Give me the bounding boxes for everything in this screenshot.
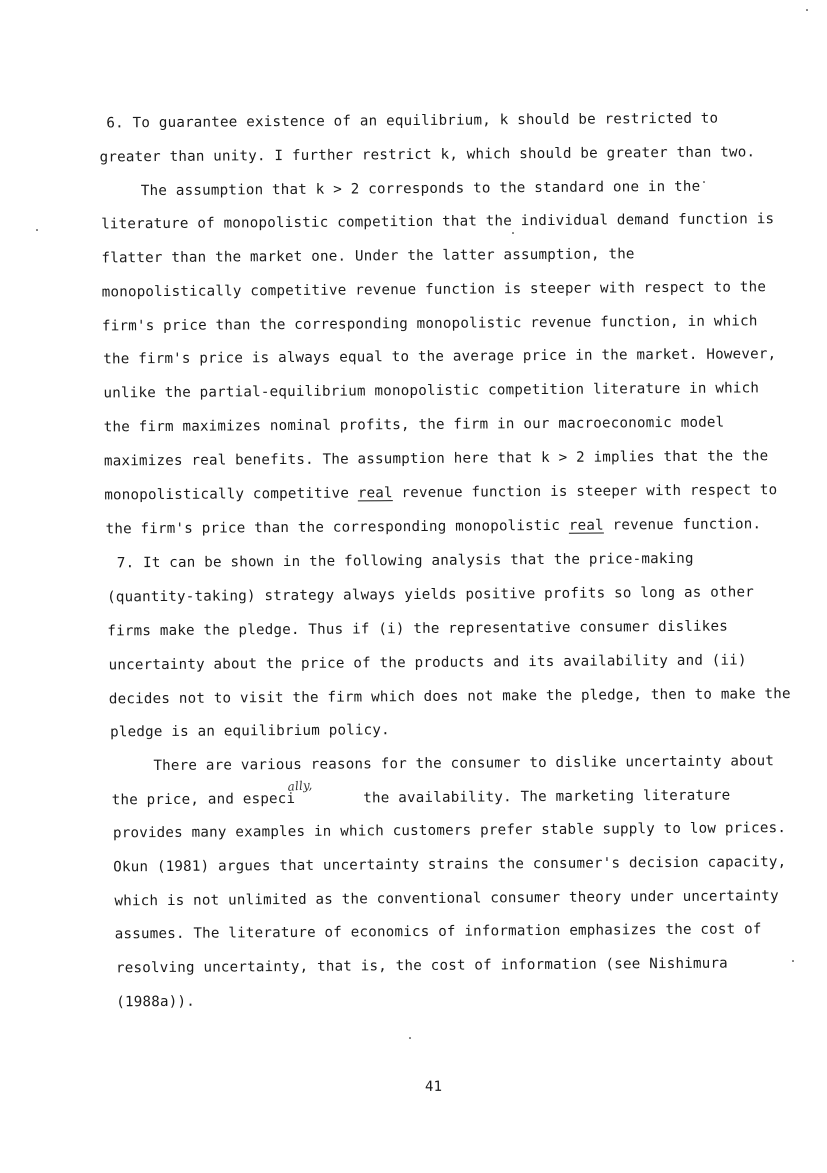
note-7-line-8-end: the availability. The marketing literature xyxy=(363,787,731,807)
note-6-line-7: firm's price than the corresponding monopolistic revenue function, in which xyxy=(101,313,758,335)
scan-speck xyxy=(36,229,38,231)
scan-speck xyxy=(703,181,705,183)
note-6-line-6: monopolistically competitive revenue function is steeper with respect to the xyxy=(101,279,767,301)
note-6-line-13 xyxy=(105,515,761,538)
note-7-line-4: uncertainty about the price of the products and its availability and (ii) xyxy=(108,652,747,674)
note-7-line-1: 7. It can be shown in the following analysis that the price-making xyxy=(116,550,694,572)
note-6-line-12-end: revenue function is steeper with respect to xyxy=(392,482,778,502)
note-7-line-13: resolving uncertainty, that is, the cost of information (see Nishimura xyxy=(115,955,728,977)
note-7-line-5: decides not to visit the firm which does not make the pledge, then to make the xyxy=(108,686,791,708)
note-6-line-9: unlike the partial-equilibrium monopolistic competition literature in which xyxy=(103,380,760,402)
note-7-line-8-start: the price, and especi xyxy=(111,790,296,809)
note-6-line-3: The assumption that k > 2 corresponds to the standard one in the xyxy=(140,178,701,200)
note-6-line-8: the firm's price is always equal to the average price in the market. However, xyxy=(103,346,777,368)
note-7-line-3: firms make the pledge. Thus if (i) the representative consumer dislikes xyxy=(107,618,729,640)
note-6-line-13-end: revenue function. xyxy=(603,516,762,534)
note-7-line-12: assumes. The literature of economics of information emphasizes the cost of xyxy=(114,921,762,943)
underlined-real-2: real xyxy=(568,517,604,534)
scan-speck xyxy=(512,232,514,234)
note-7-line-11: which is not unlimited as the conventional consumer theory under uncertainty xyxy=(114,888,779,910)
note-7-line-6: pledge is an equilibrium policy. xyxy=(110,722,390,741)
note-7-line-8 xyxy=(112,787,731,810)
handwritten-insertion: ally, xyxy=(287,777,313,794)
note-6-line-11: maximizes real benefits. The assumption here that k > 2 implies that the the xyxy=(103,448,769,470)
note-6-line-10: the firm maximizes nominal profits, the firm in our macroeconomic model xyxy=(103,414,725,436)
note-6-line-12-start: monopolistically competitive xyxy=(104,485,358,504)
note-6-line-13-start: the firm's price than the corresponding monopolistic xyxy=(105,517,569,538)
note-6-line-5: flatter than the market one. Under the latter assumption, the xyxy=(101,246,635,267)
scan-speck xyxy=(806,9,808,11)
note-6-line-4: literature of monopolistic competition that the individual demand function is xyxy=(101,211,775,233)
note-7-line-9: provides many examples in which customers prefer stable supply to low prices. xyxy=(112,820,787,842)
note-7-line-2: (quantity-taking) strategy always yields positive profits so long as other xyxy=(107,584,755,606)
note-7-line-14: (1988a)). xyxy=(116,993,196,1011)
note-7-line-10: Okun (1981) argues that uncertainty strains the consumer's decision capacity, xyxy=(113,854,787,876)
note-6-line-12 xyxy=(104,481,777,504)
scan-speck xyxy=(409,1037,411,1039)
note-6-line-1: 6. To guarantee existence of an equilibrium, k should be restricted to xyxy=(106,110,719,132)
underlined-real-1: real xyxy=(357,485,393,502)
page-number: 41 xyxy=(424,1078,443,1095)
scan-speck xyxy=(792,960,794,962)
note-7-line-7: There are various reasons for the consumer to dislike uncertainty about xyxy=(153,753,775,775)
note-6-line-2: greater than unity. I further restrict k, which should be greater than two. xyxy=(99,144,756,166)
